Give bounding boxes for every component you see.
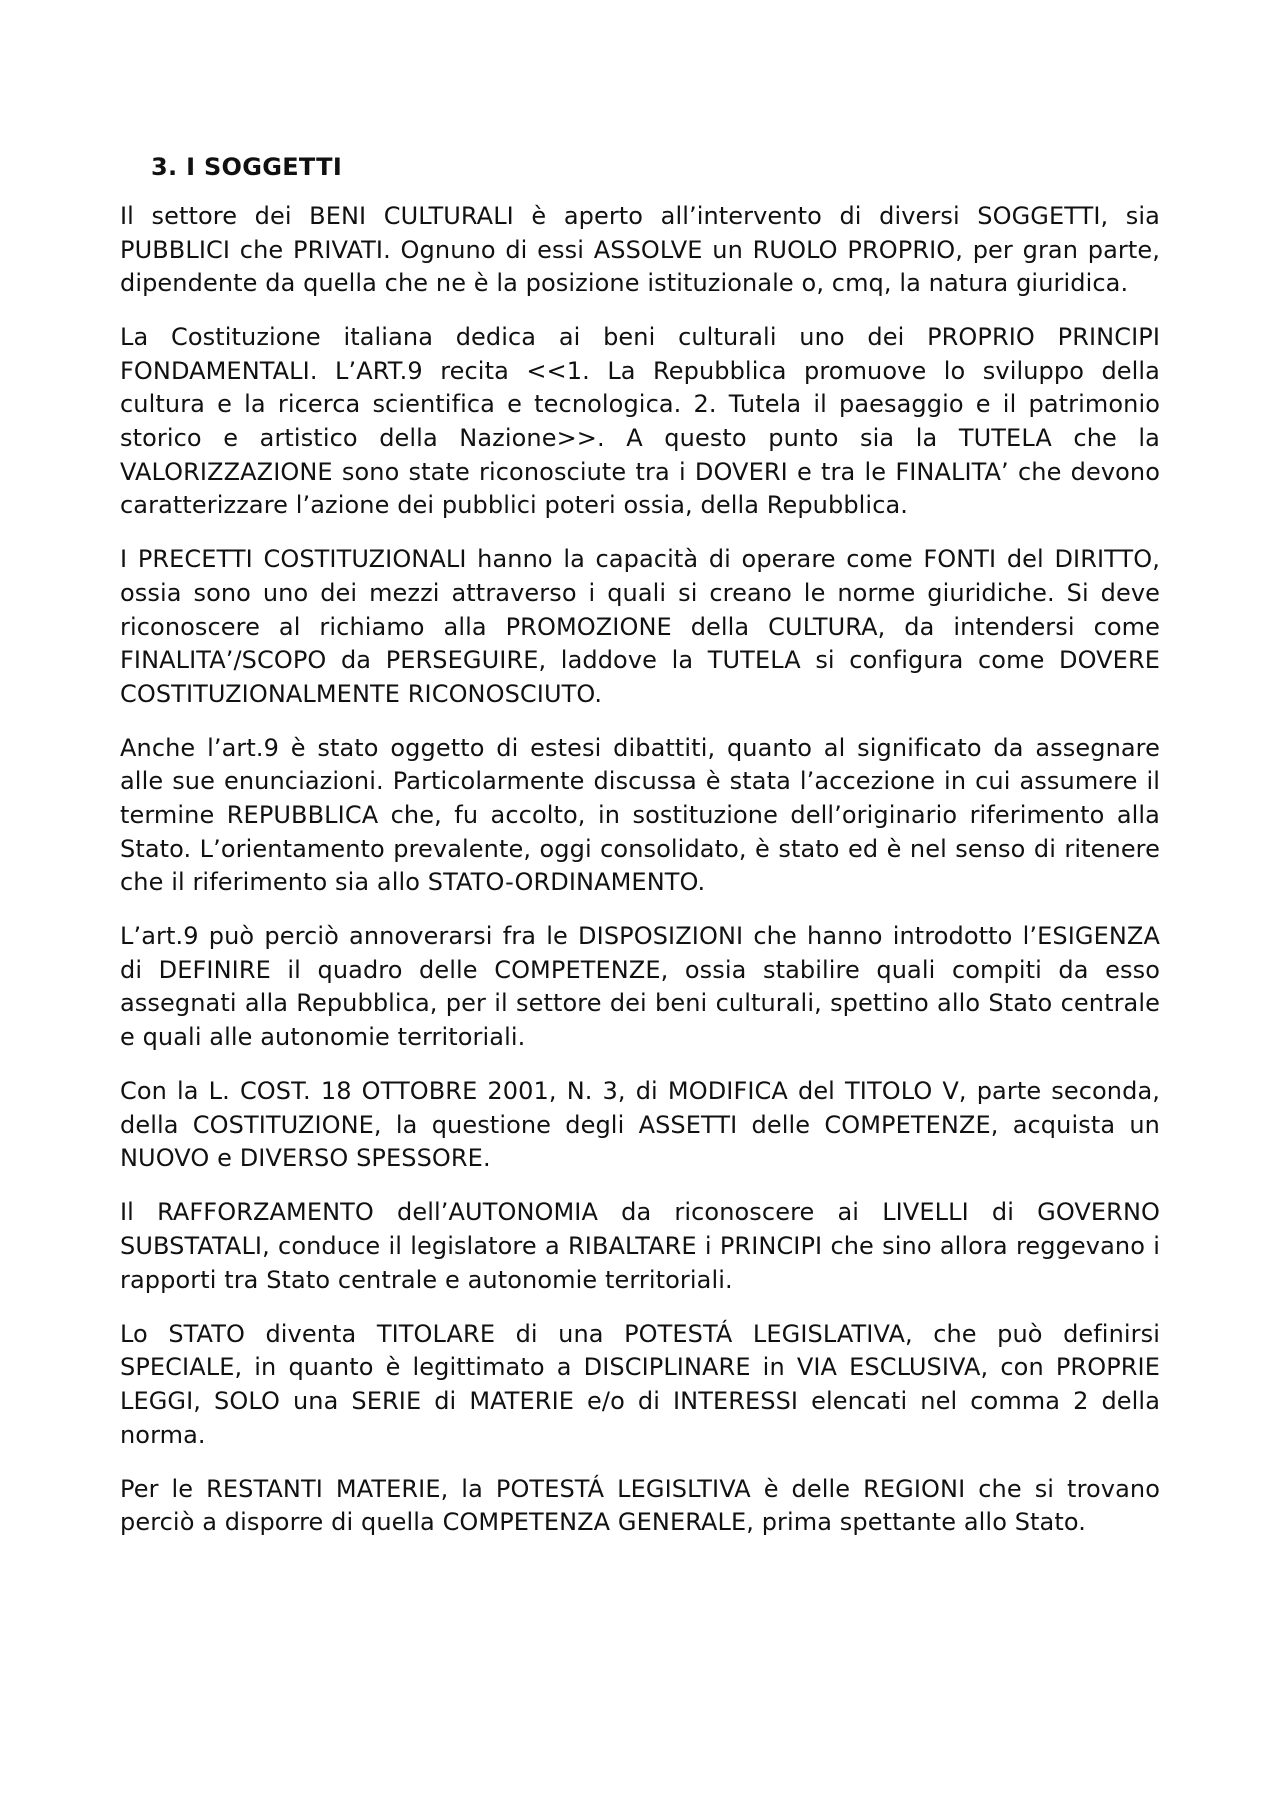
paragraph: Il settore dei BENI CULTURALI è aperto all’intervento di diversi SOGGETTI, sia PUBBLICI che PRIVATI. Ognuno di essi ASSOLVE un RUOLO PROPRIO, per gran parte, dipendente da quella che ne è la posizione istituzionale o, cmq, la natura giuridica. (120, 202, 1160, 298)
paragraph: Anche l’art.9 è stato oggetto di estesi dibattiti, quanto al significato da assegnare alle sue enunciazioni. Particolarmente discussa è stata l’accezione in cui assumere il termine REPUBBLICA che, fu accolto, in sostituzione dell’originario riferimento alla Stato. L’orientamento prevalente, oggi consolidato, è stato ed è nel senso di ritenere che il riferimento sia allo STATO-ORDINAMENTO. (120, 733, 1160, 897)
paragraph: Per le RESTANTI MATERIE, la POTESTÁ LEGISLTIVA è delle REGIONI che si trovano perciò a disporre di quella COMPETENZA GENERALE, prima spettante allo Stato. (120, 1474, 1160, 1537)
paragraph: Con la L. COST. 18 OTTOBRE 2001, N. 3, di MODIFICA del TITOLO V, parte seconda, della COSTITUZIONE, la questione degli ASSETTI delle COMPETENZE, acquista un NUOVO e DIVERSO SPESSORE. (120, 1077, 1160, 1173)
document-body (120, 200, 1160, 1560)
section-heading: 3. I SOGGETTI (151, 153, 343, 181)
paragraph: Lo STATO diventa TITOLARE di una POTESTÁ LEGISLATIVA, che può definirsi SPECIALE, in quanto è legittimato a DISCIPLINARE in VIA ESCLUSIVA, con PROPRIE LEGGI, SOLO una SERIE di MATERIE e/o di INTERESSI elencati nel comma 2 della norma. (120, 1319, 1160, 1449)
paragraph: L’art.9 può perciò annoverarsi fra le DISPOSIZIONI che hanno introdotto l’ESIGENZA di DEFINIRE il quadro delle COMPETENZE, ossia stabilire quali compiti da esso assegnati alla Repubblica, per il settore dei beni culturali, spettino allo Stato centrale e quali alle autonomie territoriali. (120, 922, 1160, 1052)
paragraph: Il RAFFORZAMENTO dell’AUTONOMIA da riconoscere ai LIVELLI di GOVERNO SUBSTATALI, conduce il legislatore a RIBALTARE i PRINCIPI che sino allora reggevano i rapporti tra Stato centrale e autonomie territoriali. (120, 1198, 1160, 1294)
paragraph: I PRECETTI COSTITUZIONALI hanno la capacità di operare come FONTI del DIRITTO, ossia sono uno dei mezzi attraverso i quali si creano le norme giuridiche. Si deve riconoscere al richiamo alla PROMOZIONE della CULTURA, da intendersi come FINALITA’/SCOPO da PERSEGUIRE, laddove la TUTELA si configura come DOVERE COSTITUZIONALMENTE RICONOSCIUTO. (120, 545, 1160, 708)
paragraph: La Costituzione italiana dedica ai beni culturali uno dei PROPRIO PRINCIPI FONDAMENTALI. L’ART.9 recita <<1. La Repubblica promuove lo sviluppo della cultura e la ricerca scientifica e tecnologica. 2. Tutela il paesaggio e il patrimonio storico e artistico della Nazione>>. A questo punto sia la TUTELA che la VALORIZZAZIONE sono state riconosciute tra i DOVERI e tra le FINALITA’ che devono caratterizzare l’azione dei pubblici poteri ossia, della Repubblica. (120, 323, 1160, 520)
